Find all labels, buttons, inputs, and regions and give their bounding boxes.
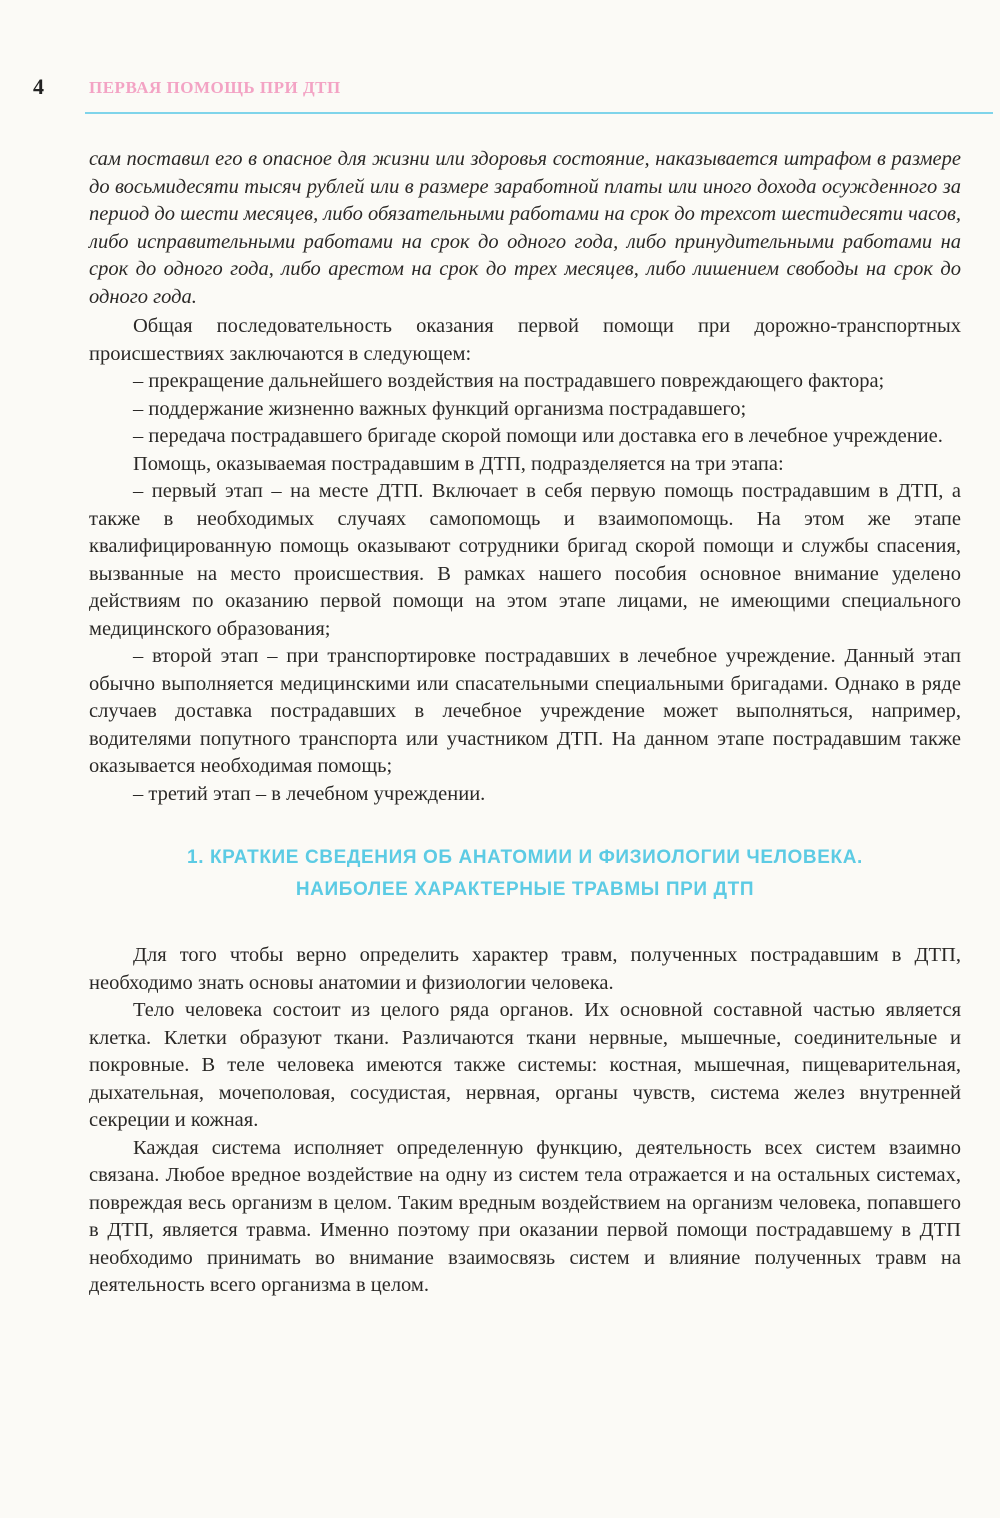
paragraph: Каждая система исполняет определенную функцию, деятельность всех систем взаимно связана. Любое вредное воздействие на одну из систем тела отражается и на остальных системах, повреждая весь организм в целом. Таким вредным воздействием на организм человека, попавшего в ДТП, является травма. Именно поэтому при оказании первой помощи пострадавшему в ДТП необходимо принимать во внимание взаимосвязь систем и влияние полученных травм на деятельность всего организма в целом. (89, 1136, 961, 1296)
header-divider (85, 112, 993, 114)
section-heading (89, 842, 961, 906)
running-title: ПЕРВАЯ ПОМОЩЬ ПРИ ДТП (89, 78, 341, 97)
page-header (33, 72, 963, 118)
quoted-law-paragraph: сам поставил его в опасное для жизни или здоровья состояние, наказывается штрафом в размере до восьмидесяти тысяч рублей или в размере заработной платы или иного дохода осужденного за период до шести месяцев, либо обязательными работами на срок до трехсот шестидесяти часов, либо исправительными работами на срок до одного года, либо принудительными работами на срок до одного года, либо арестом на срок до трех месяцев, либо лишением свободы на срок до одного года. (89, 148, 961, 308)
list-item: – третий этап – в лечебном учреждении. (133, 782, 486, 805)
list-item: – поддержание жизненно важных функций организма пострадавшего; (133, 397, 747, 420)
paragraph: Тело человека состоит из целого ряда органов. Их основной составной частью является клетка. Клетки образуют ткани. Различаются ткани нервные, мышечные, соединительные и покровные. В теле человека имеются также системы: костная, мышечная, пищеварительная, дыхательная, мочеполовая, сосудистая, нервная, органы чувств, система желез внутренней секреции и кожная. (89, 999, 961, 1131)
page-number: 4 (33, 74, 44, 99)
page-body (89, 146, 961, 1300)
list-item: – первый этап – на месте ДТП. Включает в себя первую помощь пострадавшим в ДТП, а также в необходимых случаях самопомощь и взаимопомощь. На этом же этапе квалифицированную помощь оказывают сотрудники бригад скорой помощи и службы спасения, вызванные на место происшествия. В рамках нашего пособия основное внимание уделено действиям по оказанию первой помощи на этом этапе лицами, не имеющими специального медицинского образования; (89, 480, 961, 640)
paragraph: Помощь, оказываемая пострадавшим в ДТП, подразделяется на три этапа: (133, 452, 784, 475)
section-heading-line: 1. КРАТКИЕ СВЕДЕНИЯ ОБ АНАТОМИИ И ФИЗИОЛОГИИ ЧЕЛОВЕКА. (187, 847, 863, 868)
list-item: – прекращение дальнейшего воздействия на пострадавшего повреждающего фактора; (133, 370, 885, 392)
list-item: – второй этап – при транспортировке пострадавших в лечебное учреждение. Данный этап обычно выполняется медицинскими или спасательными специальными бригадами. Однако в ряде случаев доставка пострадавших в лечебное учреждение может выполняться, например, водителями попутного транспорта или участником ДТП. На данном этапе пострадавшим также оказывается необходимая помощь; (89, 645, 961, 777)
section-heading-line: НАИБОЛЕЕ ХАРАКТЕРНЫЕ ТРАВМЫ ПРИ ДТП (295, 879, 755, 900)
list-item: – передача пострадавшего бригаде скорой помощи или доставка его в лечебное учреждение. (133, 425, 943, 447)
paragraph: Для того чтобы верно определить характер травм, полученных пострадавшим в ДТП, необходимо знать основы анатомии и физиологии человека. (89, 944, 961, 994)
paragraph: Общая последовательность оказания первой помощи при дорожно-транспортных происшествиях заключаются в следующем: (89, 315, 961, 365)
